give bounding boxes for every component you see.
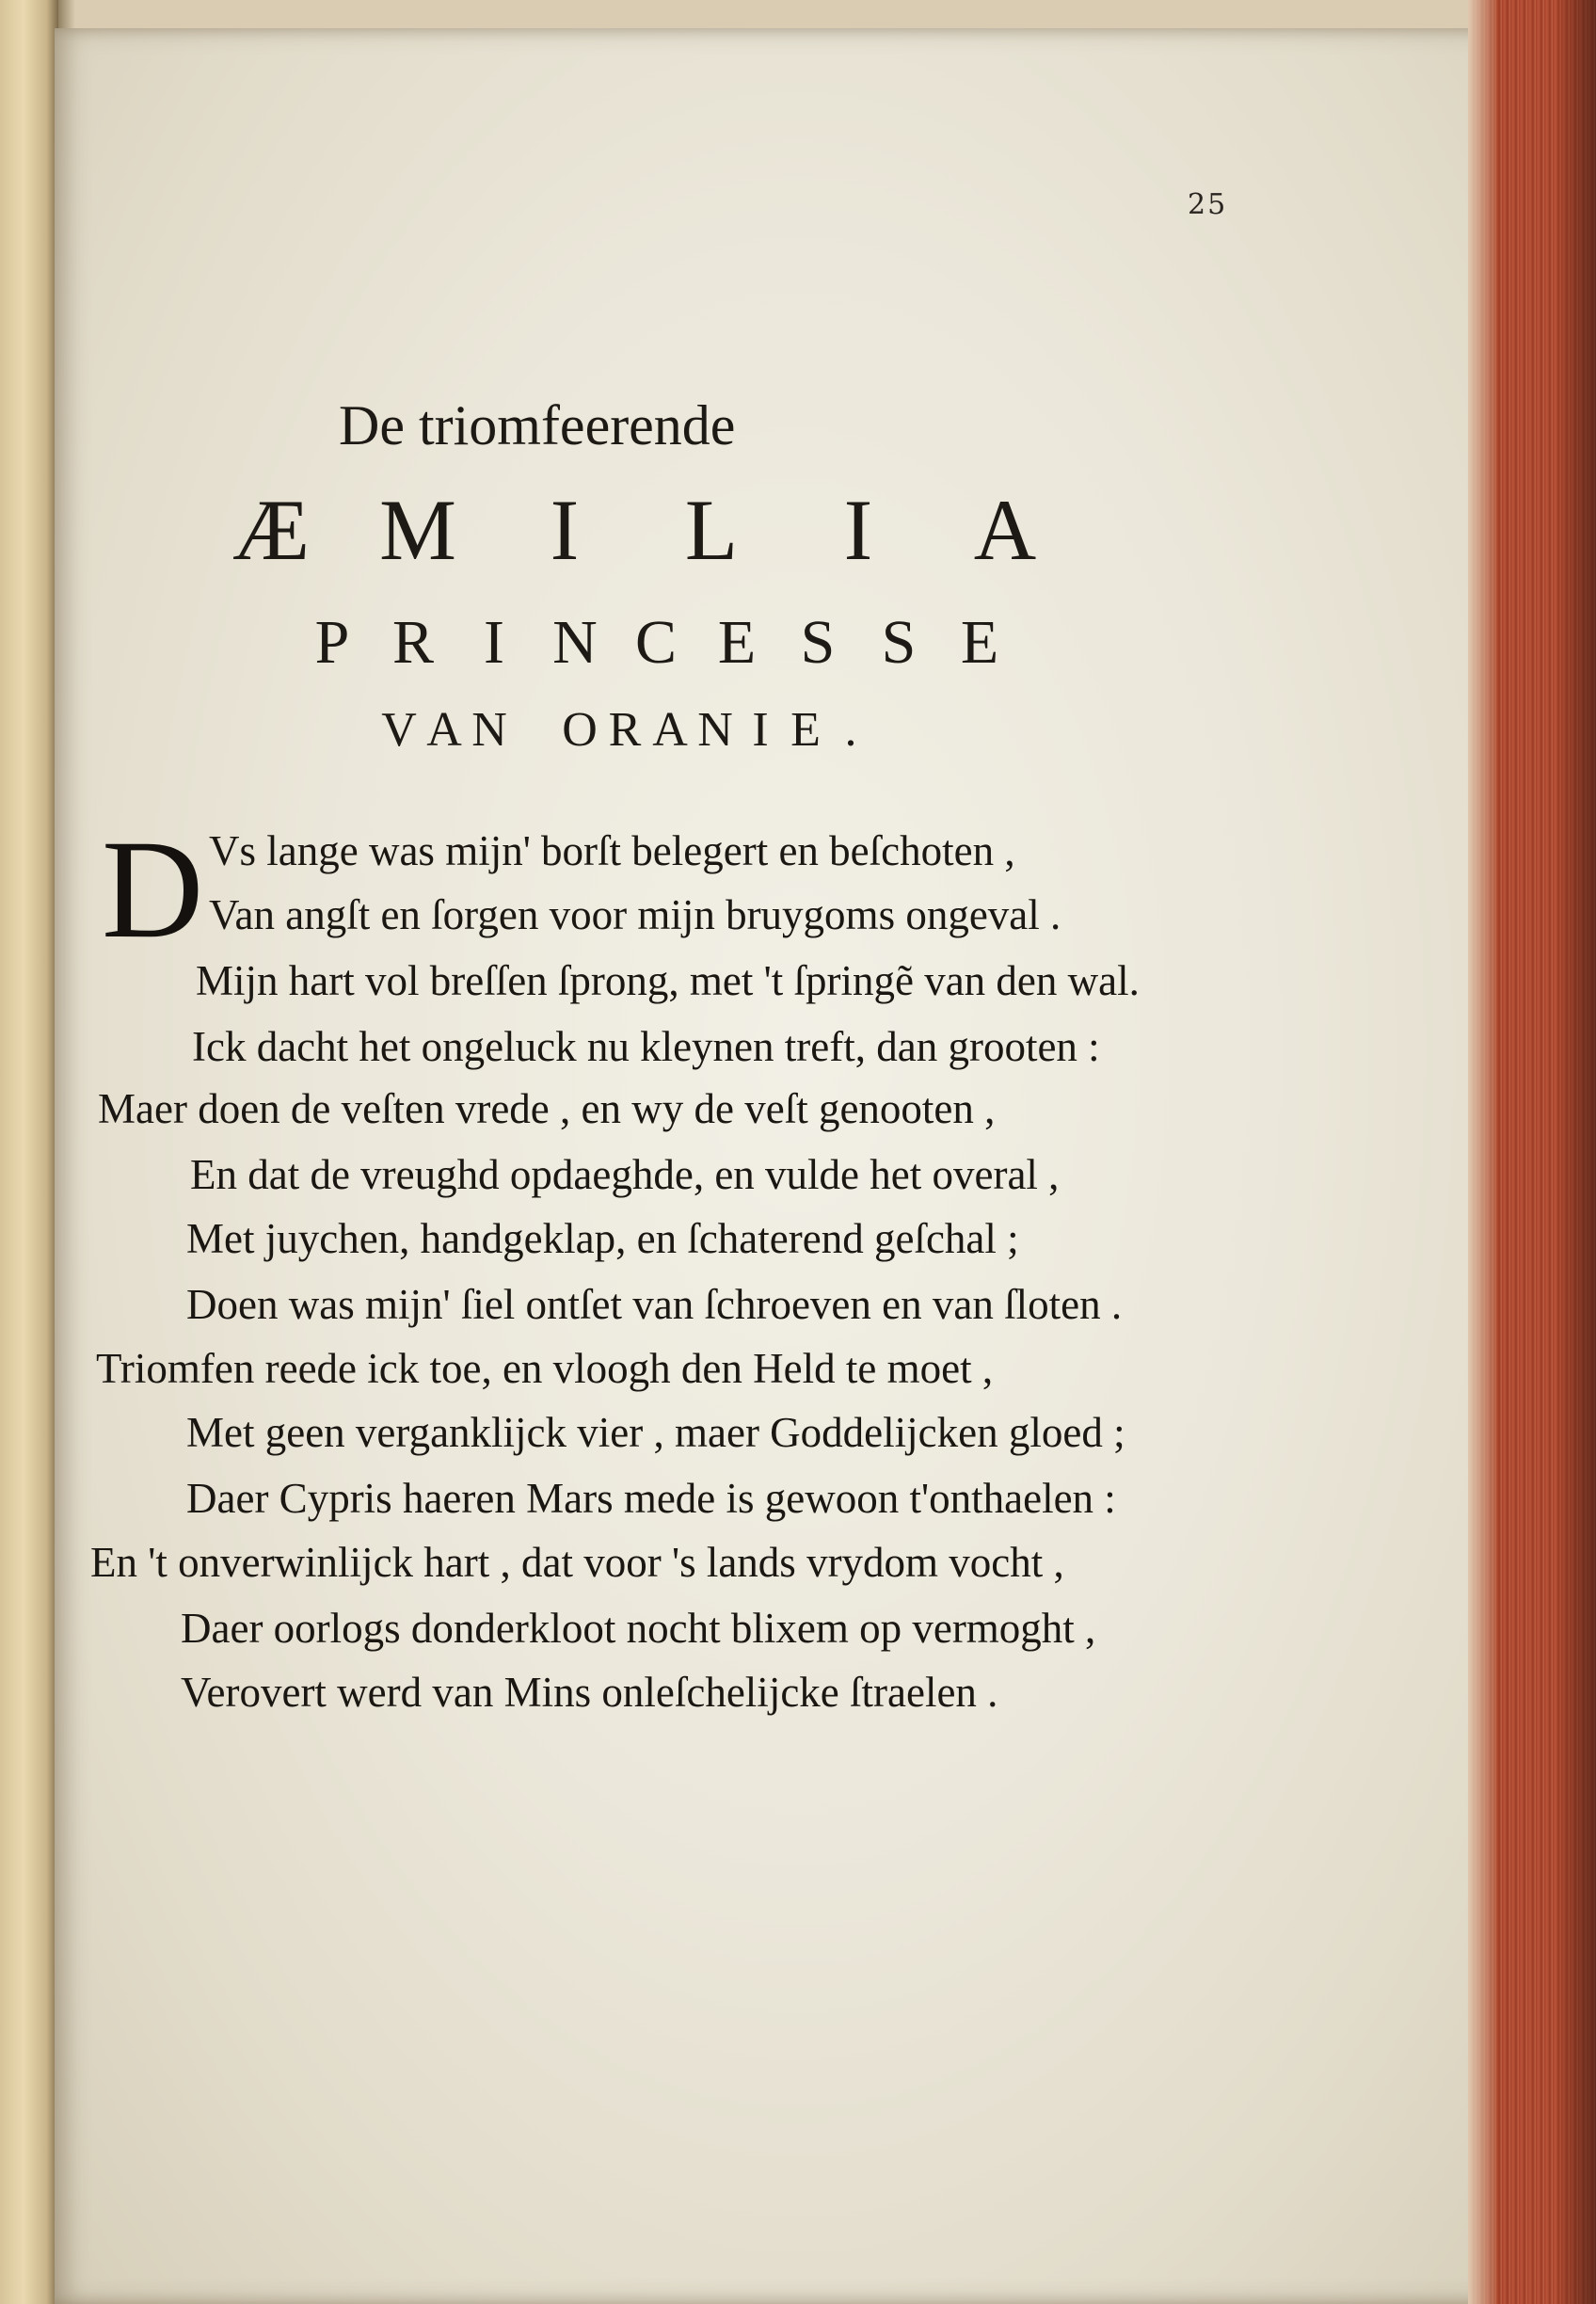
poem-line: Daer oorlogs donderkloot nocht blixem op vermoght , <box>181 1605 1096 1652</box>
poem-line: Triomfen reede ick toe, en vloogh den Held te moet , <box>96 1345 994 1392</box>
poem-line: Daer Cypris haeren Mars mede is gewoon t'onthaelen : <box>186 1475 1116 1522</box>
poem-line: Maer doen de veſten vrede , en wy de veſt genooten , <box>98 1085 996 1132</box>
page-block-fore-edge <box>1468 0 1596 2304</box>
poem-line: Met juychen, handgeklap, en ſchaterend geſchal ; <box>186 1215 1019 1262</box>
title-letter: L <box>684 482 739 578</box>
title-letter: V <box>381 703 417 757</box>
title-letter: R <box>608 703 642 757</box>
title-letter: S <box>881 608 917 677</box>
title-letter: I <box>484 608 504 677</box>
title-letter: I <box>843 482 873 578</box>
title-letter: E <box>790 703 821 757</box>
page-number: 25 <box>1188 188 1228 221</box>
title-letter: A <box>973 482 1037 578</box>
title-letter: R <box>391 608 435 677</box>
title-letter: . <box>844 703 857 757</box>
title-letter: E <box>960 608 999 677</box>
title-letter: A <box>426 703 462 757</box>
poem-line: Doen was mijn' ſiel ontſet van ſchroeven en van ſloten . <box>186 1281 1123 1328</box>
poem-line: Met geen verganklijck vier , maer Goddelijcken gloed ; <box>186 1409 1125 1456</box>
title-letter: E <box>717 608 757 677</box>
poem-line: Ick dacht het ongeluck nu kleynen treft, dan grooten : <box>192 1023 1100 1070</box>
title-letter: S <box>800 608 836 677</box>
title-letter: I <box>752 703 769 757</box>
poem-line: Verovert werd van Mins onleſchelijcke ſtraelen . <box>181 1669 998 1716</box>
title-letter: Æ <box>232 482 310 578</box>
title-letter: P <box>314 608 350 677</box>
title-letter: M <box>379 482 456 578</box>
poem-line: En dat de vreughd opdaeghde, en vulde het overal , <box>190 1151 1060 1198</box>
poem-line: Van angſt en ſorgen voor mijn bruygoms ongeval . <box>209 891 1061 938</box>
title-letter: C <box>634 608 678 677</box>
title-letter: I <box>550 482 580 578</box>
title-letter: N <box>697 703 733 757</box>
title-line-1: De triomfeerende <box>339 394 736 456</box>
poem-line: Mijn hart vol breſſen ſprong, met 't ſpringẽ van den wal. <box>196 957 1140 1004</box>
title-letter: A <box>652 703 688 757</box>
poem-line: En 't onverwinlijck hart , dat voor 's lands vrydom vocht , <box>90 1539 1064 1586</box>
title-letter: O <box>562 703 598 757</box>
title-letter: N <box>471 703 507 757</box>
poem-line: Vs lange was mijn' borſt belegert en beſchoten , <box>209 827 1015 874</box>
drop-cap: D <box>102 811 204 968</box>
title-letter: N <box>552 608 598 677</box>
